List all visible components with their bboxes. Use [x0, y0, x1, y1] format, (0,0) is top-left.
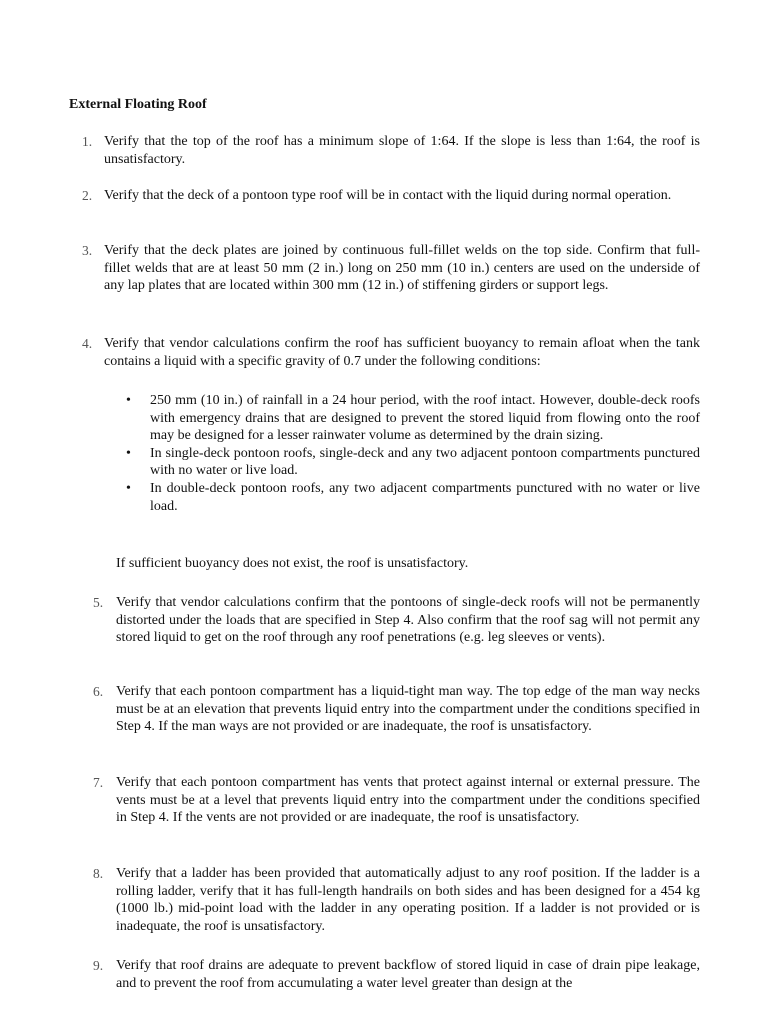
item-text: Verify that a ladder has been provided that automatically adjust to any roof position. If the ladder is a rolling ladder, verify that it has full-length handrails on both sides and has been designed for a 454 kg (1000 lb.) mid-point load with the ladder in any operating position. If a ladder is not provided or is inadequate, the roof is unsatisfactory. — [116, 866, 700, 934]
buoyancy-note: If sufficient buoyancy does not exist, the roof is unsatisfactory. — [116, 556, 469, 571]
list-item — [82, 133, 700, 168]
item-number: 6. — [93, 684, 104, 699]
section-heading: External Floating Roof — [69, 97, 207, 112]
item-number: 9. — [93, 958, 104, 973]
item-text: Verify that the top of the roof has a minimum slope of 1:64. If the slope is less than 1:64, the roof is unsatisfactory. — [104, 134, 700, 167]
list-item — [93, 865, 700, 935]
item-text: Verify that each pontoon compartment has vents that protect against internal or external pressure. The vents must be at a level that prevents liquid entry into the compartment under the conditions specified in Step 4. If the vents are not provided or are inadequate, the roof is unsatisfactory. — [116, 775, 700, 826]
item-number: 8. — [93, 866, 104, 881]
item-number: 5. — [93, 595, 104, 610]
bullet-icon: • — [126, 445, 131, 461]
conditions-bullet-list — [126, 392, 700, 515]
bullet-item — [126, 392, 700, 445]
bullet-text: 250 mm (10 in.) of rainfall in a 24 hour period, with the roof intact. However, double-deck roofs with emergency drains that are designed to prevent the stored liquid from flowing onto the roof may be designed for a lesser rainwater volume as determined by the drain sizing. — [150, 393, 700, 444]
item-number: 3. — [82, 243, 93, 258]
list-item — [82, 335, 700, 370]
item-number: 1. — [82, 134, 93, 149]
list-item — [93, 957, 700, 992]
bullet-icon: • — [126, 393, 131, 408]
list-item — [93, 594, 700, 647]
list-item — [82, 242, 700, 295]
bullet-text: In double-deck pontoon roofs, any two adjacent compartments punctured with no water or live load. — [150, 480, 700, 514]
bullet-icon: • — [126, 480, 131, 496]
item-number: 2. — [82, 188, 93, 203]
list-item — [93, 683, 700, 736]
bullet-item — [126, 445, 700, 480]
item-number: 7. — [93, 775, 104, 790]
list-item — [82, 187, 700, 205]
item-text: Verify that roof drains are adequate to prevent backflow of stored liquid in case of drain pipe leakage, and to prevent the roof from accumulating a water level greater than design at the — [116, 958, 700, 991]
item-text: Verify that vendor calculations confirm the roof has sufficient buoyancy to remain afloat when the tank contains a liquid with a specific gravity of 0.7 under the following conditions: — [104, 336, 700, 369]
item-text: Verify that vendor calculations confirm that the pontoons of single-deck roofs will not be permanently distorted under the loads that are specified in Step 4. Also confirm that the roof sag will not permit any stored liquid to get on the roof through any roof penetrations (e.g. leg sleeves or vents). — [116, 595, 700, 646]
item-text: Verify that the deck plates are joined by continuous full-fillet welds on the top side. Confirm that full-fillet welds that are at least 50 mm (2 in.) long on 250 mm (10 in.) centers are used on the underside of any lap plates that are located within 300 mm (12 in.) of stiffening girders or support legs. — [104, 243, 700, 294]
bullet-text: In single-deck pontoon roofs, single-deck and any two adjacent pontoon compartments punctured with no water or live load. — [150, 445, 700, 479]
item-text: Verify that each pontoon compartment has a liquid-tight man way. The top edge of the man way necks must be at an elevation that prevents liquid entry into the compartment under the conditions specified in Step 4. If the man ways are not provided or are inadequate, the roof is unsatisfactory. — [116, 684, 700, 735]
item-number: 4. — [82, 336, 93, 351]
item-text: Verify that the deck of a pontoon type roof will be in contact with the liquid during normal operation. — [104, 188, 672, 203]
list-item — [93, 774, 700, 827]
bullet-item — [126, 480, 700, 515]
